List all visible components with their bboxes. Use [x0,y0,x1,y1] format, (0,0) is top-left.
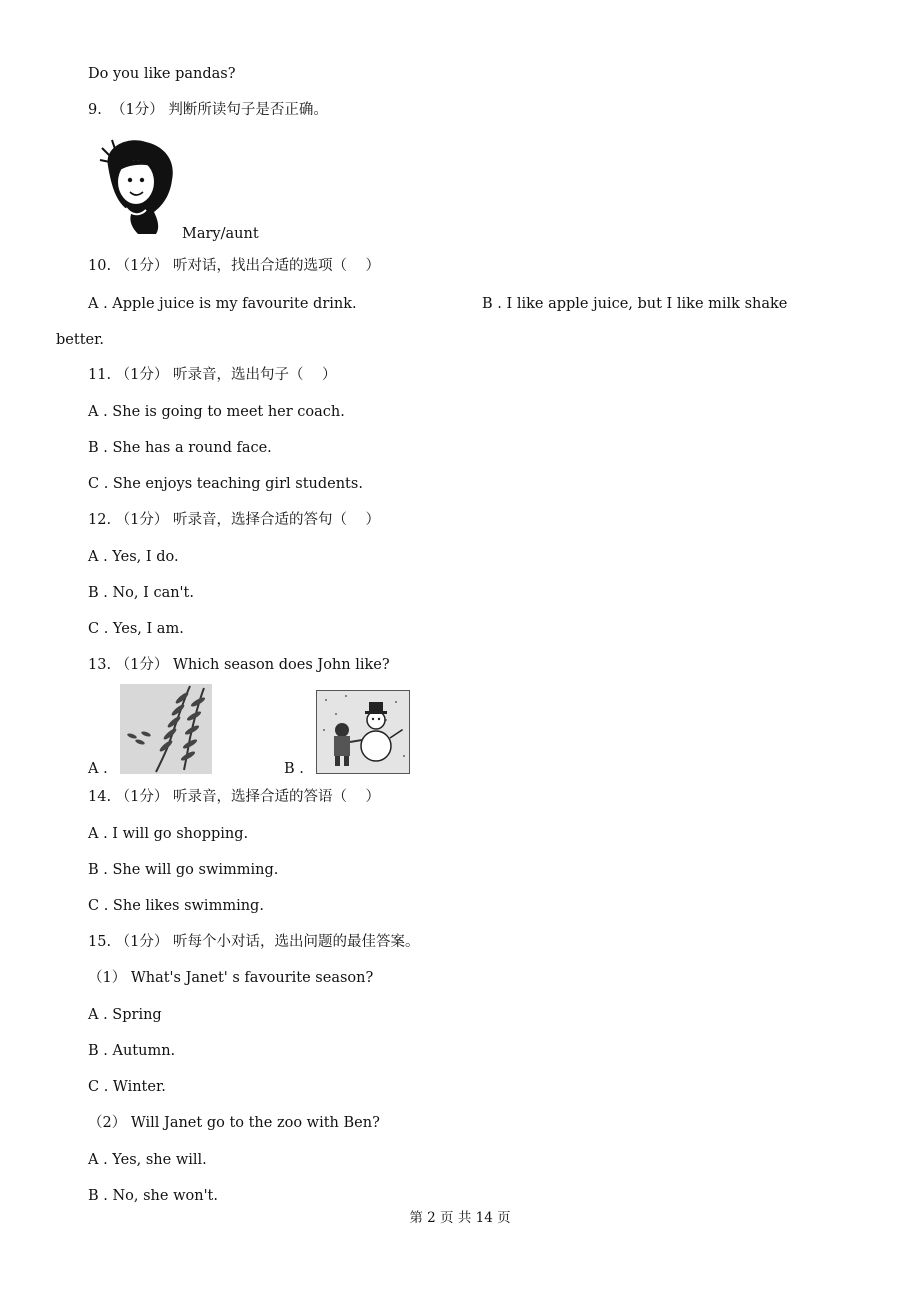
question-13: 13. （1分） Which season does John like? [88,657,390,673]
q10-option-b-continued: better. [56,332,105,348]
q11-option-c: C . She enjoys teaching girl students. [88,476,363,492]
q15-2-option-b: B . No, she won't. [88,1188,218,1204]
q15-sub-1: （1） What's Janet' s favourite season? [88,970,374,986]
q12-option-c: C . Yes, I am. [88,621,184,637]
snowman-scene-icon [316,690,410,774]
question-15: 15. （1分） 听每个小对话，选出问题的最佳答案。 [88,934,420,950]
q15-2-option-a: A . Yes, she will. [88,1152,207,1168]
q14-option-b: B . She will go swimming. [88,862,279,878]
q14-option-c: C . She likes swimming. [88,898,264,914]
q15-1-option-c: C . Winter. [88,1079,166,1095]
q8-text: Do you like pandas? [88,66,236,82]
girl-cartoon-icon [98,136,180,236]
question-10: 10. （1分） 听对话，找出合适的选项（ ） [88,258,380,274]
q13-option-b: B . [284,761,304,777]
q15-1-option-b: B . Autumn. [88,1043,176,1059]
q15-1-option-a: A . Spring [88,1007,162,1023]
q12-option-b: B . No, I can't. [88,585,194,601]
question-9: 9. （1分） 判断所读句子是否正确。 [88,102,328,118]
q12-option-a: A . Yes, I do. [88,549,179,565]
q15-sub-2: （2） Will Janet go to the zoo with Ben? [88,1115,380,1131]
question-12: 12. （1分） 听录音，选择合适的答句（ ） [88,512,380,528]
q13-option-a: A . [88,761,108,777]
q10-option-a: A . Apple juice is my favourite drink. [88,296,357,312]
q11-option-b: B . She has a round face. [88,440,272,456]
q14-option-a: A . I will go shopping. [88,826,249,842]
q11-option-a: A . She is going to meet her coach. [88,404,345,420]
question-14: 14. （1分） 听录音，选择合适的答语（ ） [88,789,380,805]
willow-branch-icon [120,684,212,774]
question-11: 11. （1分） 听录音，选出句子（ ） [88,367,337,383]
q9-caption: Mary/aunt [182,226,259,242]
q10-option-b: B . I like apple juice, but I like milk shake [482,296,788,312]
page-footer: 第 2 页 共 14 页 [409,1210,511,1226]
